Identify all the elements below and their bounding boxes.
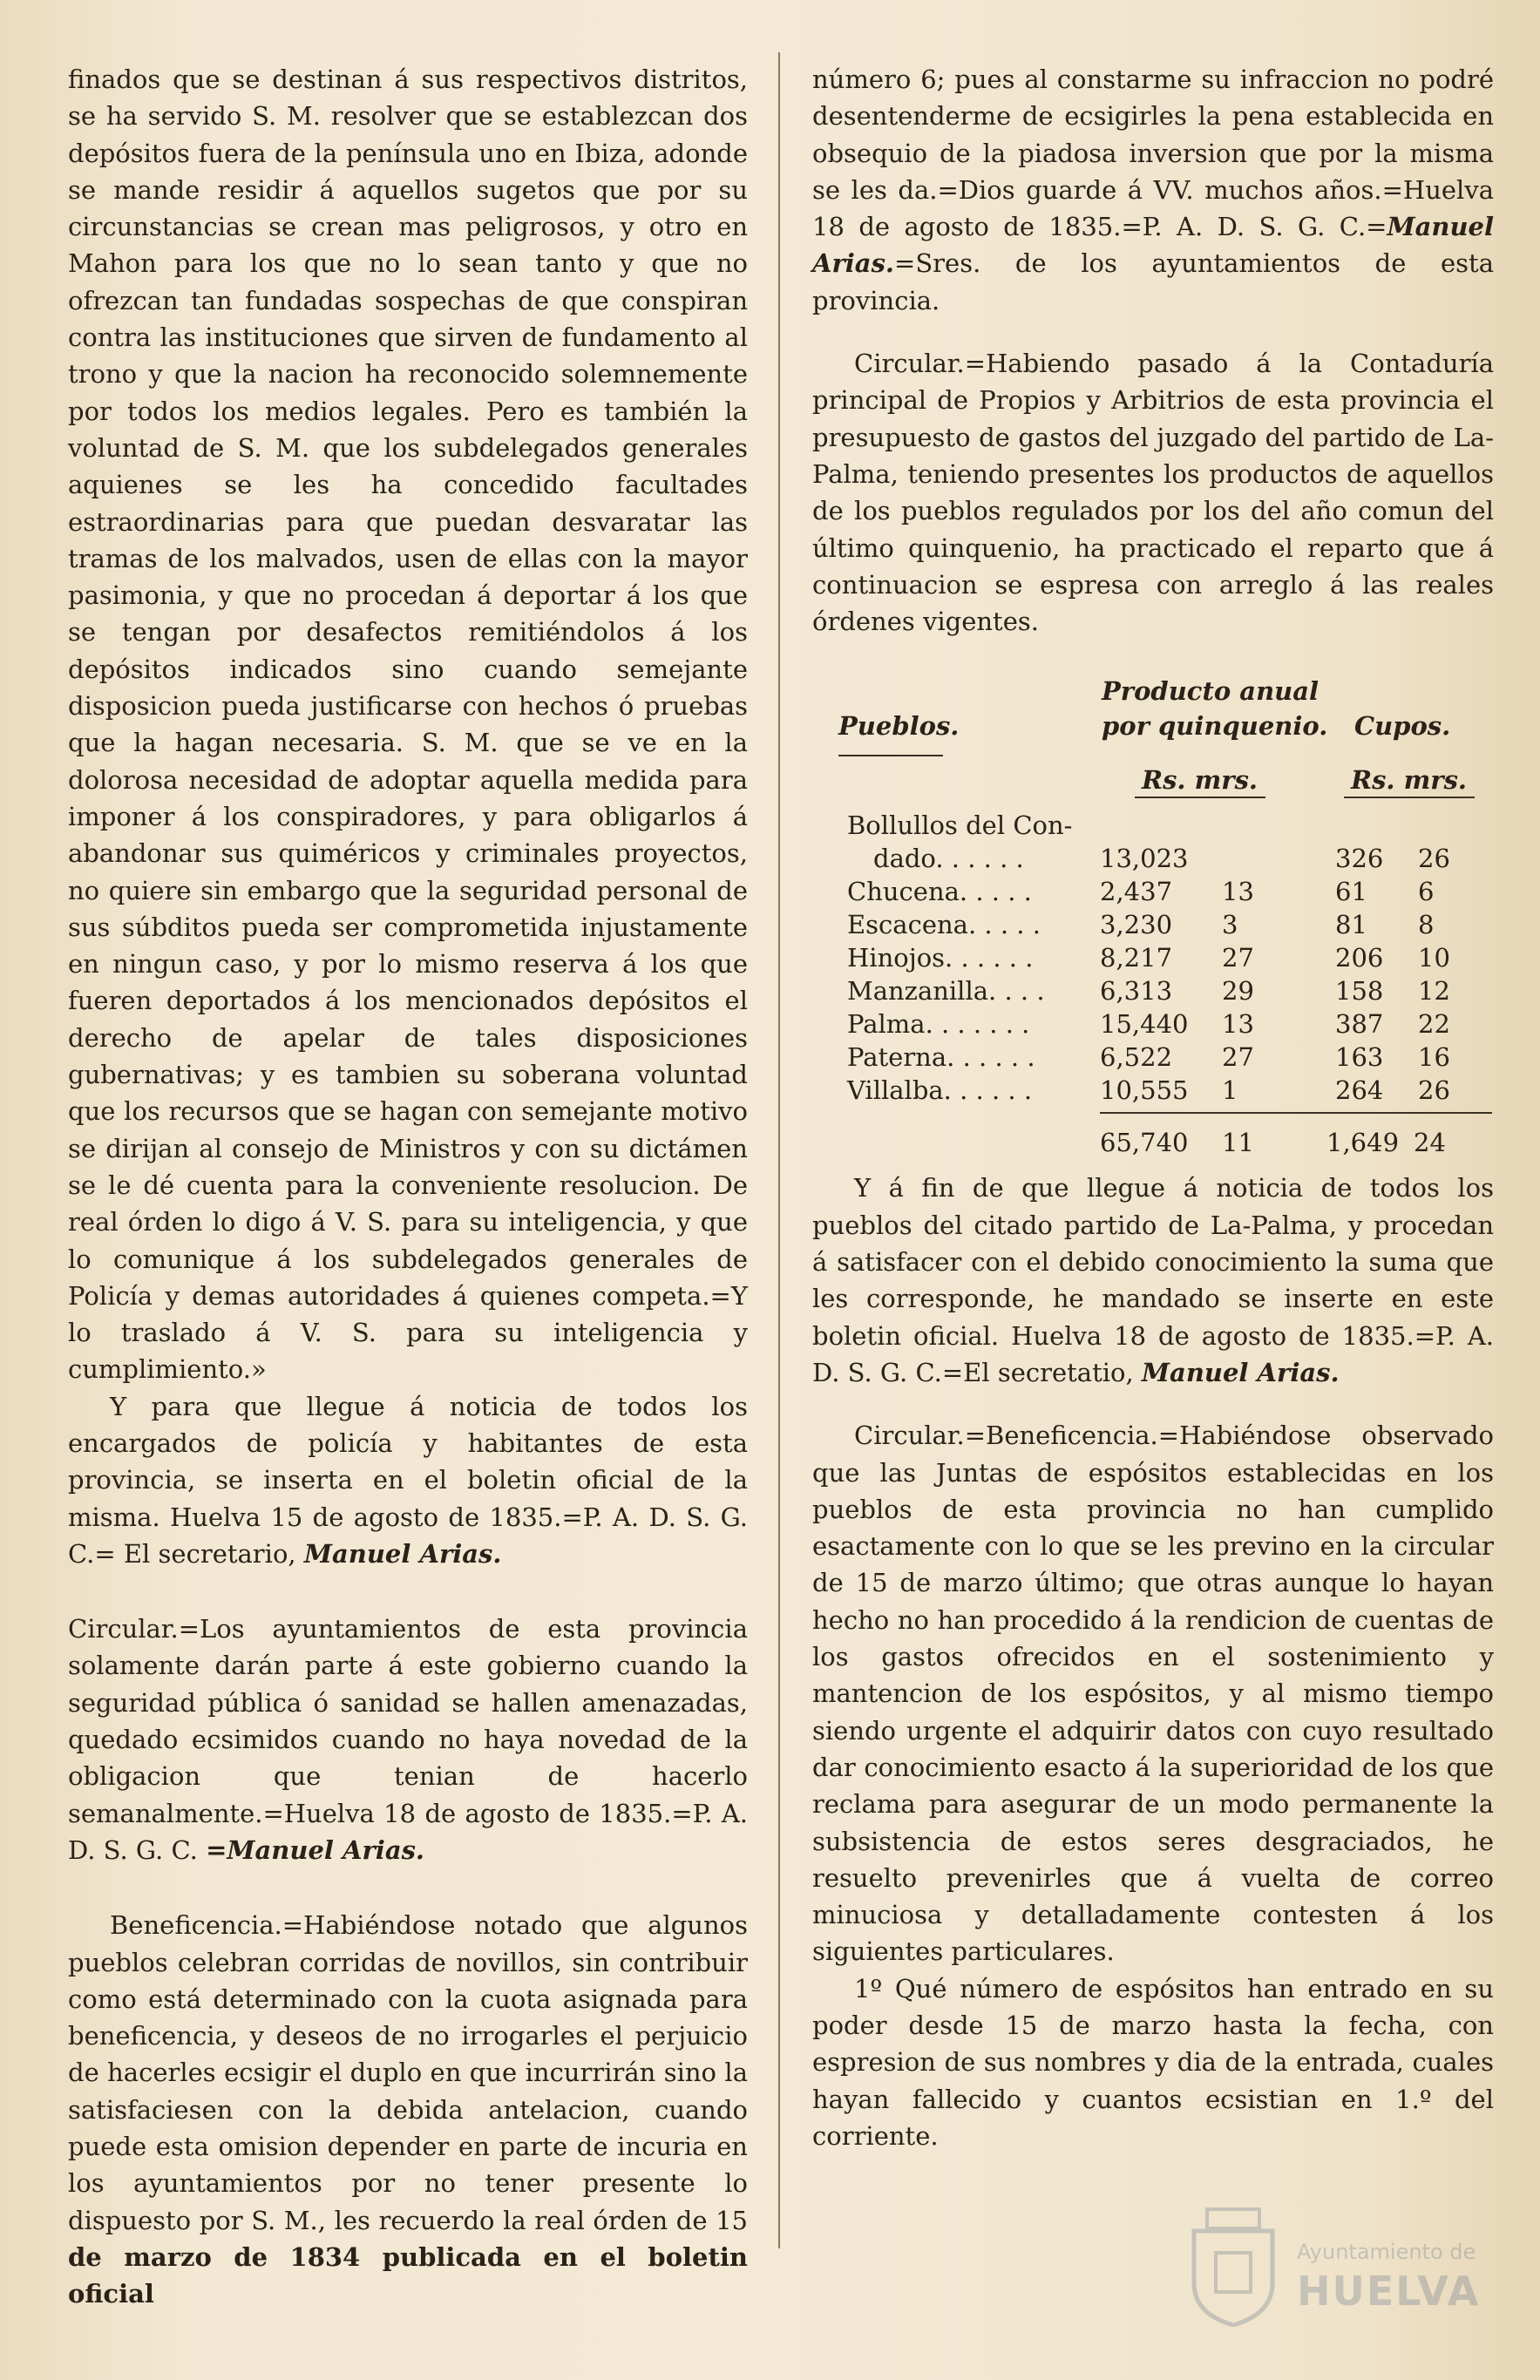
watermark-line2: HUELVA bbox=[1297, 2268, 1481, 2315]
right-paragraph-4: Circular.=Beneficencia.=Habiéndose observado que las Juntas de espósitos establecidas en los pueblos de esta provincia no han cumplido esactamente con lo que se les previno en la circular de 15 de marzo último; que otras aunque lo hayan hecho no han procedido á la rendicion de cuentas de los gastos ofrecidos en el sostenimiento y mantencion de los espósitos, y al mismo tiempo siendo urgente el adquirir datos con cuyo resultado dar conocimiento esacto á la superioridad de los que reclama para asegurar de un modo permanente la subsistencia de estos seres desgraciados, he resuelto prevenirles que á vuelta de correo minuciosa y detalladamente contesten á los siguientes particulares. bbox=[812, 1421, 1494, 1967]
left-paragraph-1: finados que se destinan á sus respectivos distritos, se ha servido S. M. resolver que se establezcan dos depósitos fuera de la península uno en Ibiza, adonde se mande residir á aquellos sugetos que por su circunstancias se crean mas peligrosos, y otro en Mahon para los que no lo sean tanto y que no ofrezcan tan fundadas sospechas de que conspiran contra las instituciones que sirven de fundamento al trono y que la nacion ha reconocido solemnemente por todos los medios legales. Pero es también la voluntad de S. M. que los subdelegados generales aquienes se les ha concedido facultades estraordinarias para que puedan desvaratar las tramas de los malvados, usen de ellas con la mayor pasimonia, y que no procedan á deportar á los que se tengan por desafectos remitiéndolos á los depósitos indicados sino cuando semejante disposicion pueda justificarse con hechos ó pruebas que la hagan necesaria. S. M. que se ve en la dolorosa necesidad de adoptar aquella medida para imponer á los conspiradores, y para obligarlos á abandonar sus quiméricos y criminales proyectos, no quiere sin embargo que la seguridad personal de sus súbditos pueda ser comprometida injustamente en ningun caso, y por lo mismo reserva á los que fueren deportados á los mencionados depósitos el derecho de apelar de tales disposiciones gubernativas; y es tambien su soberana voluntad que los recursos que se hagan con semejante motivo se dirijan al consejo de Ministros y con su dictámen se le dé cuenta para la conveniente resolucion. De real órden lo digo á V. S. para su inteligencia, y que lo comunique á los subdelegados generales de Policía y demas autoridades á quienes competa.=Y lo traslado á V. S. para su inteligencia y cumplimiento.» bbox=[68, 64, 748, 1385]
table-row bbox=[812, 906, 1494, 939]
cell-cupo-rs: 264 bbox=[1335, 1075, 1384, 1106]
header-cupos: Cupos. bbox=[1354, 711, 1451, 742]
header-producto-line1: Producto anual bbox=[1102, 676, 1320, 707]
cell-producto-rs: 13,023 bbox=[1100, 844, 1189, 874]
right-paragraph-1 bbox=[812, 61, 1494, 319]
cell-pueblo: Paterna. . . . . . bbox=[847, 1042, 1035, 1073]
cell-producto-rs: 6,313 bbox=[1100, 976, 1173, 1007]
reparto-table bbox=[812, 659, 1494, 1157]
table-row bbox=[812, 873, 1494, 906]
cell-pueblo: Bollullos del Con- bbox=[847, 810, 1073, 841]
cell-producto-mrs: 13 bbox=[1222, 1009, 1254, 1040]
watermark-line1: Ayuntamiento de bbox=[1297, 2240, 1476, 2264]
table-total-row bbox=[812, 1119, 1494, 1157]
left-paragraph-3 bbox=[68, 1610, 748, 1868]
left-paragraph-4 bbox=[68, 1907, 748, 2312]
cell-producto-rs: 10,555 bbox=[1100, 1075, 1189, 1106]
coat-of-arms-icon bbox=[1185, 2205, 1281, 2327]
left-column bbox=[68, 61, 748, 2313]
total-cupos-mrs: 24 bbox=[1414, 1128, 1446, 1158]
subheader-producto-rule bbox=[1135, 797, 1265, 798]
cell-producto-mrs: 27 bbox=[1222, 1042, 1254, 1073]
subheader-producto: Rs. mrs. bbox=[1142, 765, 1258, 796]
left-paragraph-2-signature: Manuel Arias. bbox=[303, 1538, 502, 1569]
cell-cupo-rs: 326 bbox=[1335, 844, 1384, 874]
cell-cupo-mrs: 26 bbox=[1418, 1075, 1450, 1106]
cell-pueblo: Palma. . . . . . . bbox=[847, 1009, 1030, 1040]
total-rule-wrap bbox=[812, 1105, 1494, 1119]
total-mrs: 11 bbox=[1222, 1128, 1254, 1158]
right-column bbox=[812, 61, 1494, 2154]
cell-cupo-mrs: 22 bbox=[1418, 1009, 1450, 1040]
table-body bbox=[812, 807, 1494, 1105]
left-paragraph-3-text: Circular.=Los ayuntamientos de esta provincia solamente darán parte á este gobierno cuando la seguridad pública ó sanidad se hallen amenazadas, quedado ecsimidos cuando no haya novedad de la obligacion que tenian de hacerlo semanalmente.=Huelva 18 de agosto de 1835.=P. A. D. S. G. C. bbox=[68, 1614, 748, 1865]
cell-pueblo: Hinojos. . . . . . bbox=[847, 943, 1034, 973]
table-row bbox=[812, 973, 1494, 1006]
header-pueblos-rule bbox=[838, 755, 943, 756]
table-row bbox=[812, 1072, 1494, 1105]
table-row bbox=[812, 840, 1494, 873]
cell-pueblo: Escacena. . . . . bbox=[847, 910, 1041, 940]
right-paragraph-2: Circular.=Habiendo pasado á la Contaduría principal de Propios y Arbitrios de esta provincia el presupuesto de gastos del juzgado del partido de La-Palma, teniendo presentes los productos de aquellos de los pueblos regulados por los del año comun del último quinquenio, ha practicado el reparto que á continuacion se espresa con arreglo á las reales órdenes vigentes. bbox=[812, 349, 1494, 637]
cell-producto-rs: 2,437 bbox=[1100, 877, 1173, 907]
cell-cupo-rs: 81 bbox=[1335, 910, 1367, 940]
ayuntamiento-watermark bbox=[1185, 2205, 1482, 2336]
cell-producto-rs: 6,522 bbox=[1100, 1042, 1173, 1073]
left-paragraph-4-text: Beneficencia.=Habiéndose notado que algunos pueblos celebran corridas de novillos, sin contribuir como está determinado con la cuota asignada para beneficencia, y deseos de no irrogarles el perjuicio de hacerles ecsigir el duplo en que incurrirán sino la satisfaciesen con la debida antelacion, cuando puede esta omision depender en parte de incuria en los ayuntamientos por no tener presente lo dispuesto por S. M., les recuerdo la real órden de 15 bbox=[68, 1910, 748, 2235]
header-producto-line2: por quinquenio. bbox=[1102, 711, 1328, 742]
left-paragraph-4-bold: de marzo de 1834 publicada en el boletin oficial bbox=[68, 2241, 748, 2309]
right-paragraph-1-text: número 6; pues al constarme su infraccion no podré desentenderme de ecsigirles la pena establecida en obsequio de la piadosa inversion que por la misma se les da.=Dios guarde á VV. muchos años.=Huelva 18 de agosto de 1835.=P. A. D. S. G. C.= bbox=[812, 64, 1494, 242]
cell-cupo-rs: 387 bbox=[1335, 1009, 1384, 1040]
table-row bbox=[812, 1006, 1494, 1039]
cell-producto-mrs: 27 bbox=[1222, 943, 1254, 973]
header-pueblos: Pueblos. bbox=[838, 711, 960, 742]
column-divider bbox=[778, 52, 780, 2248]
total-rule bbox=[1100, 1112, 1492, 1114]
cell-cupo-mrs: 10 bbox=[1418, 943, 1450, 973]
cell-cupo-mrs: 26 bbox=[1418, 844, 1450, 874]
left-paragraph-2-text: Y para que llegue á noticia de todos los encargados de policía y habitantes de esta provincia, se inserta en el boletin oficial de la misma. Huelva 15 de agosto de 1835.=P. A. D. S. G. C.= El secretario, bbox=[68, 1391, 748, 1569]
cell-pueblo: Villalba. . . . . . bbox=[847, 1075, 1033, 1106]
left-paragraph-3-signature: =Manuel Arias. bbox=[206, 1834, 425, 1865]
table-row bbox=[812, 1039, 1494, 1072]
cell-producto-mrs: 29 bbox=[1222, 976, 1254, 1007]
right-paragraph-3-signature: Manuel Arias. bbox=[1141, 1357, 1340, 1387]
total-cupos-rs: 1,649 bbox=[1326, 1128, 1400, 1158]
cell-producto-rs: 8,217 bbox=[1100, 943, 1173, 973]
cell-cupo-mrs: 6 bbox=[1418, 877, 1435, 907]
cell-producto-mrs: 3 bbox=[1222, 910, 1238, 940]
table-row bbox=[812, 939, 1494, 973]
left-paragraph-2 bbox=[68, 1388, 748, 1572]
cell-cupo-mrs: 16 bbox=[1418, 1042, 1450, 1073]
cell-cupo-rs: 206 bbox=[1335, 943, 1384, 973]
right-paragraph-5: 1º Qué número de espósitos han entrado en su poder desde 15 de marzo hasta la fecha, con espresion de sus nombres y dia de la entrada, cuales hayan fallecido y cuantos ecsistian en 1.º del corriente. bbox=[812, 1973, 1494, 2151]
cell-cupo-rs: 61 bbox=[1335, 877, 1367, 907]
cell-cupo-rs: 158 bbox=[1335, 976, 1384, 1007]
right-paragraph-3 bbox=[812, 1170, 1494, 1391]
cell-cupo-mrs: 12 bbox=[1418, 976, 1450, 1007]
subheader-cupos-rule bbox=[1344, 797, 1475, 798]
cell-producto-mrs: 1 bbox=[1222, 1075, 1238, 1106]
cell-cupo-rs: 163 bbox=[1335, 1042, 1384, 1073]
cell-producto-rs: 3,230 bbox=[1100, 910, 1173, 940]
cell-pueblo: dado. . . . . . bbox=[873, 844, 1024, 874]
table-row-label bbox=[812, 807, 1494, 840]
cell-producto-rs: 15,440 bbox=[1100, 1009, 1189, 1040]
right-paragraph-3-text: Y á fin de que llegue á noticia de todos los pueblos del citado partido de La-Palma, y procedan á satisfacer con el debido conocimiento la suma que les corresponde, he mandado se inserte en este boletin oficial. Huelva 18 de agosto de 1835.=P. A. D. S. G. C.=El secretatio, bbox=[812, 1173, 1494, 1387]
subheader-cupos: Rs. mrs. bbox=[1351, 765, 1468, 796]
cell-producto-mrs: 13 bbox=[1222, 877, 1254, 907]
table-header bbox=[812, 659, 1494, 807]
cell-pueblo: Chucena. . . . . bbox=[847, 877, 1032, 907]
right-paragraph-1-tail: =Sres. de los ayuntamientos de esta provincia. bbox=[812, 248, 1494, 315]
total-rs: 65,740 bbox=[1100, 1128, 1189, 1158]
right-paragraph-1-signature: Manuel Arias. bbox=[812, 212, 1494, 279]
cell-cupo-mrs: 8 bbox=[1418, 910, 1435, 940]
cell-pueblo: Manzanilla. . . . bbox=[847, 976, 1045, 1007]
